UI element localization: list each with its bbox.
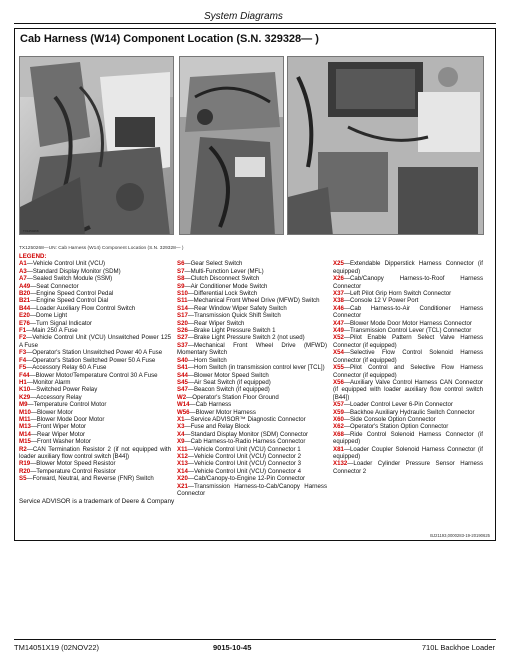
legend-entry: M15—Front Washer Motor xyxy=(19,438,91,446)
legend-description: Blower Mode Door Motor Harness Connector xyxy=(349,319,472,327)
legend-description: Operator's Station Unswitched Power 40 A Fuse xyxy=(32,349,163,357)
legend-code: M14 xyxy=(19,430,31,438)
legend-entry: X4—Standard Display Monitor (SDM) Connector xyxy=(177,430,309,438)
legend-entry: K10—Switched Power Relay xyxy=(19,386,98,394)
legend-description: Turn Signal Indicator xyxy=(35,319,92,327)
legend-entry: H1—Monitor Alarm xyxy=(19,378,71,386)
legend-entry: S11—Mechanical Front Wheel Drive (MFWD) Switch xyxy=(177,297,320,305)
legend-entry: F5—Accessory Relay 60 A Fuse xyxy=(19,364,107,372)
photo-cab-overview xyxy=(19,56,174,235)
legend-description: Blower Motor xyxy=(36,408,73,416)
legend-code: E20 xyxy=(19,312,30,320)
legend-entry: X37—Left Pilot Grip Horn Switch Connector xyxy=(333,290,452,298)
footer-rule xyxy=(14,639,496,640)
legend-entry: X57—Loader Control Lever 6-Pin Connector xyxy=(333,401,453,409)
legend-description: Transmission Control Lever (TCL) Connector xyxy=(349,327,472,335)
legend-code: S45 xyxy=(177,378,188,386)
legend-description: Cab Harness-to-Radio Harness Connector xyxy=(190,438,306,446)
legend-description: Rear Wiper Switch xyxy=(193,319,245,327)
legend-description: Console 12 V Power Port xyxy=(349,297,419,305)
legend-entry: A49—Seat Connector xyxy=(19,282,79,290)
legend-code: X13 xyxy=(177,460,188,468)
legend-description: Accessory Relay 60 A Fuse xyxy=(32,364,107,372)
legend-description: Vehicle Control Unit (VCU) xyxy=(32,260,106,268)
legend-code: M10 xyxy=(19,408,31,416)
legend-code: S37 xyxy=(177,341,188,349)
legend-entry: X1—Service ADVISOR™ Diagnostic Connector xyxy=(177,415,306,423)
legend-code: R19 xyxy=(19,460,31,468)
legend-entry: A7—Sealed Switch Module (SSM) xyxy=(19,275,113,283)
legend-entry: W56—Blower Motor Harness xyxy=(177,408,256,416)
legend-code: W2 xyxy=(177,393,187,401)
legend-description: Loader Cylinder Pressure Sensor Harness Connector 2 xyxy=(333,460,483,475)
legend-description: Front Washer Motor xyxy=(36,438,91,446)
legend-entry: X56—Auxiliary Valve Control Harness CAN Connector (if equipped with loader auxiliary flow control switch [B44]) xyxy=(333,378,483,401)
legend-code: X11 xyxy=(177,445,188,453)
legend-description: Front Wiper Motor xyxy=(36,423,87,431)
legend-description: Main 250 A Fuse xyxy=(32,327,78,335)
legend-code: B20 xyxy=(19,290,31,298)
legend-entry: S8—Clutch Disconnect Switch xyxy=(177,275,260,283)
legend xyxy=(19,253,489,506)
legend-entry: X11—Vehicle Control Unit (VCU) Connector 1 xyxy=(177,445,301,453)
legend-entry: B20—Engine Speed Control Pedal xyxy=(19,290,114,298)
legend-description: Temperature Control Motor xyxy=(33,401,107,409)
legend-code: X25 xyxy=(333,260,344,268)
legend-entry: S40—Horn Switch xyxy=(177,356,227,364)
legend-description: Air Conditioner Mode Switch xyxy=(190,282,268,290)
legend-entry: X132—Loader Cylinder Pressure Sensor Harness Connector 2 xyxy=(333,460,483,475)
legend-entry: K29—Accessory Relay xyxy=(19,393,82,401)
legend-entry: M13—Front Wiper Motor xyxy=(19,423,87,431)
legend-code: S5 xyxy=(19,475,27,483)
document-id: BJ21193,0000283-19-20190625 xyxy=(430,533,490,538)
legend-code: X55 xyxy=(333,364,344,372)
footer-model: 710L Backhoe Loader xyxy=(421,643,495,652)
legend-description: Standard Display Monitor (SDM) Connector xyxy=(190,430,309,438)
legend-entry: X21—Transmission Harness-to-Cab/Canopy Harness Connector xyxy=(177,482,327,497)
legend-description: Multi-Function Lever (MFL) xyxy=(190,267,264,275)
legend-entry: S47—Beacon Switch (if equipped) xyxy=(177,386,270,394)
legend-entry: S9—Air Conditioner Mode Switch xyxy=(177,282,268,290)
legend-entry: S7—Multi-Function Lever (MFL) xyxy=(177,267,264,275)
legend-description: Accessory Relay xyxy=(36,393,82,401)
legend-description: Blower Motor Speed Switch xyxy=(193,371,269,379)
legend-description: Brake Light Pressure Switch 1 xyxy=(193,327,276,335)
legend-entry: X26—Cab/Canopy Harness-to-Roof Harness Connector xyxy=(333,275,483,290)
section-header: System Diagrams xyxy=(204,11,283,22)
legend-description: Loader Control Lever 6-Pin Connector xyxy=(349,401,453,409)
legend-entry: R2—CAN Termination Resistor 2 (if not equipped with loader auxiliary flow control switch [B44]) xyxy=(19,445,171,460)
legend-description: Engine Speed Control Pedal xyxy=(36,290,114,298)
legend-entry: S41—Horn Switch (in transmission control lever [TCL]) xyxy=(177,364,325,372)
legend-code: X47 xyxy=(333,319,344,327)
legend-code: X9 xyxy=(177,438,185,446)
legend-code: S27 xyxy=(177,334,188,342)
legend-code: X21 xyxy=(177,482,188,490)
legend-code: S20 xyxy=(177,319,188,327)
legend-code: W14 xyxy=(177,401,190,409)
legend-code: X59 xyxy=(333,408,344,416)
legend-code: X81 xyxy=(333,445,344,453)
legend-description: Transmission Harness-to-Cab/Canopy Harness Connector xyxy=(177,482,327,497)
legend-entry: X54—Selective Flow Control Solenoid Harness Connector (if equipped) xyxy=(333,349,483,364)
legend-description: Side Console Option Connector xyxy=(349,415,436,423)
legend-description: Pilot Enable Pattern Select Valve Harness Connector (if equipped) xyxy=(333,334,483,349)
legend-entry: X49—Transmission Control Lever (TCL) Connector xyxy=(333,327,472,335)
legend-code: B44 xyxy=(19,304,31,312)
legend-code: S17 xyxy=(177,312,188,320)
legend-description: Left Pilot Grip Horn Switch Connector xyxy=(349,290,452,298)
photo-seat-connectors xyxy=(179,56,284,235)
legend-entry: X46—Cab Harness-to-Air Conditioner Harness Connector xyxy=(333,304,483,320)
photo-tag: TX1250268 xyxy=(23,229,39,233)
legend-entry: X20—Cab/Canopy-to-Engine 12-Pin Connector xyxy=(177,475,306,483)
legend-code: X37 xyxy=(333,290,344,298)
legend-description: Dome Light xyxy=(35,312,68,320)
legend-entry: S45—Air Seat Switch (if equipped) xyxy=(177,378,271,386)
legend-description: Horn Switch (in transmission control lever [TCL]) xyxy=(193,364,325,372)
legend-code: S9 xyxy=(177,282,185,290)
legend-entry: X38—Console 12 V Power Port xyxy=(333,297,419,305)
legend-entry: S17—Transmission Quick Shift Switch xyxy=(177,312,281,320)
legend-code: S8 xyxy=(177,275,185,283)
legend-description: Transmission Quick Shift Switch xyxy=(193,312,281,320)
legend-code: E76 xyxy=(19,319,30,327)
legend-code: F2 xyxy=(19,334,27,342)
legend-code: F5 xyxy=(19,364,27,372)
legend-entry: X13—Vehicle Control Unit (VCU) Connector 3 xyxy=(177,460,301,468)
legend-entry: M14—Rear Wiper Motor xyxy=(19,430,86,438)
legend-entry: X55—Pilot Control and Selective Flow Harness Connector (if equipped) xyxy=(333,364,483,379)
legend-entry: B21—Engine Speed Control Dial xyxy=(19,297,109,305)
legend-description: Monitor Alarm xyxy=(32,378,71,386)
legend-entry: X9—Cab Harness-to-Radio Harness Connector xyxy=(177,438,306,446)
legend-description: Service ADVISOR™ Diagnostic Connector xyxy=(190,415,306,423)
legend-code: X68 xyxy=(333,430,344,438)
legend-entry: X68—Ride Control Solenoid Harness Connector (if equipped) xyxy=(333,430,483,446)
legend-code: S11 xyxy=(177,297,188,305)
legend-description: Mechanical Front Wheel Drive (MFWD) Momentary Switch xyxy=(177,341,327,357)
legend-entry: S20—Rear Wiper Switch xyxy=(177,319,245,327)
legend-code: K10 xyxy=(19,386,31,394)
legend-description: Rear Window Wiper Safety Switch xyxy=(193,304,287,312)
legend-description: Blower Mode Door Motor xyxy=(36,415,105,423)
legend-entry: S37—Mechanical Front Wheel Drive (MFWD) Momentary Switch xyxy=(177,341,327,357)
legend-description: Clutch Disconnect Switch xyxy=(190,275,260,283)
legend-entry: F3—Operator's Station Unswitched Power 40 A Fuse xyxy=(19,349,163,357)
legend-entry: X62—Operator's Station Option Connector xyxy=(333,423,449,431)
legend-description: Operator's Station Floor Ground xyxy=(192,393,279,401)
legend-entry: R19—Blower Motor Speed Resistor xyxy=(19,460,116,468)
legend-description: Blower Motor Speed Resistor xyxy=(36,460,116,468)
legend-code: A7 xyxy=(19,275,27,283)
legend-entry: E76—Turn Signal Indicator xyxy=(19,319,92,327)
legend-description: Cab Harness-to-Air Conditioner Harness Connector xyxy=(333,304,483,320)
legend-entry: W2—Operator's Station Floor Ground xyxy=(177,393,279,401)
legend-description: Loader Coupler Solenoid Harness Connector (if equipped) xyxy=(333,445,483,460)
legend-entry: S6—Gear Select Switch xyxy=(177,260,243,268)
legend-code: X4 xyxy=(177,430,185,438)
legend-description: Rear Wiper Motor xyxy=(36,430,86,438)
legend-entry: S44—Blower Motor Speed Switch xyxy=(177,371,269,379)
legend-entry: R20—Temperature Control Resistor xyxy=(19,467,116,475)
legend-description: Switched Power Relay xyxy=(36,386,98,394)
legend-entry: S14—Rear Window Wiper Safety Switch xyxy=(177,304,287,312)
legend-entry: X47—Blower Mode Door Motor Harness Connector xyxy=(333,319,472,327)
legend-entry: S5—Forward, Neutral, and Reverse (FNR) Switch xyxy=(19,475,154,483)
legend-code: F4 xyxy=(19,356,27,364)
legend-code: S41 xyxy=(177,364,188,372)
legend-description: Brake Light Pressure Switch 2 (not used) xyxy=(193,334,305,342)
legend-code: X56 xyxy=(333,378,344,386)
legend-code: S14 xyxy=(177,304,188,312)
legend-code: M9 xyxy=(19,401,28,409)
legend-description: Temperature Control Resistor xyxy=(36,467,116,475)
legend-description: Extendable Dipperstick Harness Connector (if equipped) xyxy=(333,260,483,275)
legend-description: Selective Flow Control Solenoid Harness Connector (if equipped) xyxy=(333,349,483,364)
legend-description: Operator's Station Option Connector xyxy=(349,423,449,431)
legend-description: Pilot Control and Selective Flow Harness Connector (if equipped) xyxy=(333,364,483,379)
legend-entry: X14—Vehicle Control Unit (VCU) Connector 4 xyxy=(177,467,301,475)
legend-entry: F1—Main 250 A Fuse xyxy=(19,327,78,335)
legend-description: Auxiliary Valve Control Harness CAN Connector (if equipped with loader auxiliary flow control switch [B44]) xyxy=(333,378,483,401)
legend-description: Blower Motor Harness xyxy=(195,408,256,416)
legend-code: F44 xyxy=(19,371,30,379)
legend-entry: B44—Loader Auxiliary Flow Control Switch xyxy=(19,304,136,312)
legend-entry: X12—Vehicle Control Unit (VCU) Connector 2 xyxy=(177,452,301,460)
legend-code: S26 xyxy=(177,327,188,335)
legend-code: R2 xyxy=(19,445,27,453)
legend-code: F3 xyxy=(19,349,27,357)
legend-code: X62 xyxy=(333,423,344,431)
legend-description: Sealed Switch Module (SSM) xyxy=(32,275,113,283)
legend-description: CAN Termination Resistor 2 (if not equipped with loader auxiliary flow control switch [B44]) xyxy=(19,445,171,460)
footer-page-number: 9015-10-45 xyxy=(213,643,252,652)
legend-description: Vehicle Control Unit (VCU) Connector 1 xyxy=(193,445,301,453)
legend-description: Air Seat Switch (if equipped) xyxy=(193,378,271,386)
legend-entry: M11—Blower Mode Door Motor xyxy=(19,415,105,423)
photo-vcu-fuse-block xyxy=(287,56,484,235)
figure-caption: TX1250268—UN: Cab Harness (W14) Component Location (S.N. 329328— ) xyxy=(19,246,184,251)
legend-entry: X60—Side Console Option Connector xyxy=(333,415,436,423)
legend-code: M13 xyxy=(19,423,31,431)
legend-entry: S10—Differential Lock Switch xyxy=(177,290,258,298)
legend-entry: X81—Loader Coupler Solenoid Harness Connector (if equipped) xyxy=(333,445,483,460)
legend-entry: M9—Temperature Control Motor xyxy=(19,401,107,409)
legend-code: A3 xyxy=(19,267,27,275)
legend-entry: X25—Extendable Dipperstick Harness Connector (if equipped) xyxy=(333,260,483,275)
legend-code: X38 xyxy=(333,297,344,305)
legend-column-2 xyxy=(177,260,327,497)
legend-code: X57 xyxy=(333,401,344,409)
footer-manual-id: TM14051X19 (02NOV22) xyxy=(14,643,100,652)
legend-code: H1 xyxy=(19,378,27,386)
legend-column-1 xyxy=(19,260,171,497)
legend-description: Vehicle Control Unit (VCU) Unswitched Power 125 A Fuse xyxy=(19,334,171,349)
legend-column-3 xyxy=(333,260,483,497)
legend-entry: A3—Standard Display Monitor (SDM) xyxy=(19,267,121,275)
legend-entry: F2—Vehicle Control Unit (VCU) Unswitched Power 125 A Fuse xyxy=(19,334,171,349)
legend-code: F1 xyxy=(19,327,27,335)
legend-code: X3 xyxy=(177,423,185,431)
legend-description: Seat Connector xyxy=(36,282,79,290)
legend-entry: X3—Fuse and Relay Block xyxy=(177,423,250,431)
legend-entry: S27—Brake Light Pressure Switch 2 (not used) xyxy=(177,334,305,342)
header-rule xyxy=(14,23,496,24)
legend-code: S10 xyxy=(177,290,188,298)
figure-title: Cab Harness (W14) Component Location (S.N. 329328— ) xyxy=(20,33,319,45)
legend-entry: X52—Pilot Enable Pattern Select Valve Harness Connector (if equipped) xyxy=(333,334,483,349)
legend-code: A49 xyxy=(19,282,31,290)
legend-code: X20 xyxy=(177,475,188,483)
legend-description: Engine Speed Control Dial xyxy=(36,297,109,305)
photo-group xyxy=(19,56,484,235)
legend-description: Loader Auxiliary Flow Control Switch xyxy=(36,304,136,312)
legend-description: Beacon Switch (if equipped) xyxy=(193,386,270,394)
legend-description: Gear Select Switch xyxy=(190,260,243,268)
legend-code: X14 xyxy=(177,467,188,475)
legend-code: S44 xyxy=(177,371,188,379)
legend-code: X52 xyxy=(333,334,344,342)
legend-description: Vehicle Control Unit (VCU) Connector 4 xyxy=(193,467,301,475)
legend-description: Cab Harness xyxy=(195,401,232,409)
legend-code: X46 xyxy=(333,304,344,312)
legend-description: Standard Display Monitor (SDM) xyxy=(32,267,121,275)
legend-description: Vehicle Control Unit (VCU) Connector 2 xyxy=(193,452,301,460)
legend-description: Blower Motor/Temperature Control 30 A Fuse xyxy=(35,371,158,379)
legend-code: S7 xyxy=(177,267,185,275)
legend-entry: S26—Brake Light Pressure Switch 1 xyxy=(177,327,276,335)
legend-code: M15 xyxy=(19,438,31,446)
legend-description: Horn Switch xyxy=(193,356,227,364)
legend-code: W56 xyxy=(177,408,190,416)
legend-code: X26 xyxy=(333,275,344,283)
legend-entry: X59—Backhoe Auxiliary Hydraulic Switch Connector xyxy=(333,408,475,416)
legend-entry: A1—Vehicle Control Unit (VCU) xyxy=(19,260,106,268)
legend-code: S47 xyxy=(177,386,188,394)
legend-code: X54 xyxy=(333,349,344,357)
legend-code: X132 xyxy=(333,460,348,468)
legend-code: S40 xyxy=(177,356,188,364)
legend-code: X1 xyxy=(177,415,185,423)
legend-code: A1 xyxy=(19,260,27,268)
legend-entry: M10—Blower Motor xyxy=(19,408,73,416)
legend-description: Mechanical Front Wheel Drive (MFWD) Switch xyxy=(193,297,320,305)
legend-code: X60 xyxy=(333,415,344,423)
legend-description: Cab/Canopy Harness-to-Roof Harness Connector xyxy=(333,275,483,290)
legend-description: Ride Control Solenoid Harness Connector (if equipped) xyxy=(333,430,483,446)
legend-description: Fuse and Relay Block xyxy=(190,423,250,431)
legend-description: Operator's Station Switched Power 50 A Fuse xyxy=(32,356,156,364)
legend-description: Forward, Neutral, and Reverse (FNR) Switch xyxy=(32,475,154,483)
legend-code: M11 xyxy=(19,415,31,423)
legend-entry: F44—Blower Motor/Temperature Control 30 A Fuse xyxy=(19,371,158,379)
legend-title: LEGEND: xyxy=(19,253,47,260)
legend-description: Vehicle Control Unit (VCU) Connector 3 xyxy=(193,460,301,468)
legend-code: B21 xyxy=(19,297,31,305)
legend-code: R20 xyxy=(19,467,31,475)
legend-entry: F4—Operator's Station Switched Power 50 A Fuse xyxy=(19,356,156,364)
legend-description: Cab/Canopy-to-Engine 12-Pin Connector xyxy=(193,475,306,483)
legend-entry: E20—Dome Light xyxy=(19,312,68,320)
legend-code: K29 xyxy=(19,393,31,401)
legend-code: X49 xyxy=(333,327,344,335)
trademark-note: Service ADVISOR is a trademark of Deere & Company xyxy=(19,498,175,506)
legend-code: S6 xyxy=(177,260,185,268)
legend-entry: W14—Cab Harness xyxy=(177,401,232,409)
legend-description: Differential Lock Switch xyxy=(193,290,258,298)
legend-code: X12 xyxy=(177,452,188,460)
legend-description: Backhoe Auxiliary Hydraulic Switch Connector xyxy=(349,408,475,416)
